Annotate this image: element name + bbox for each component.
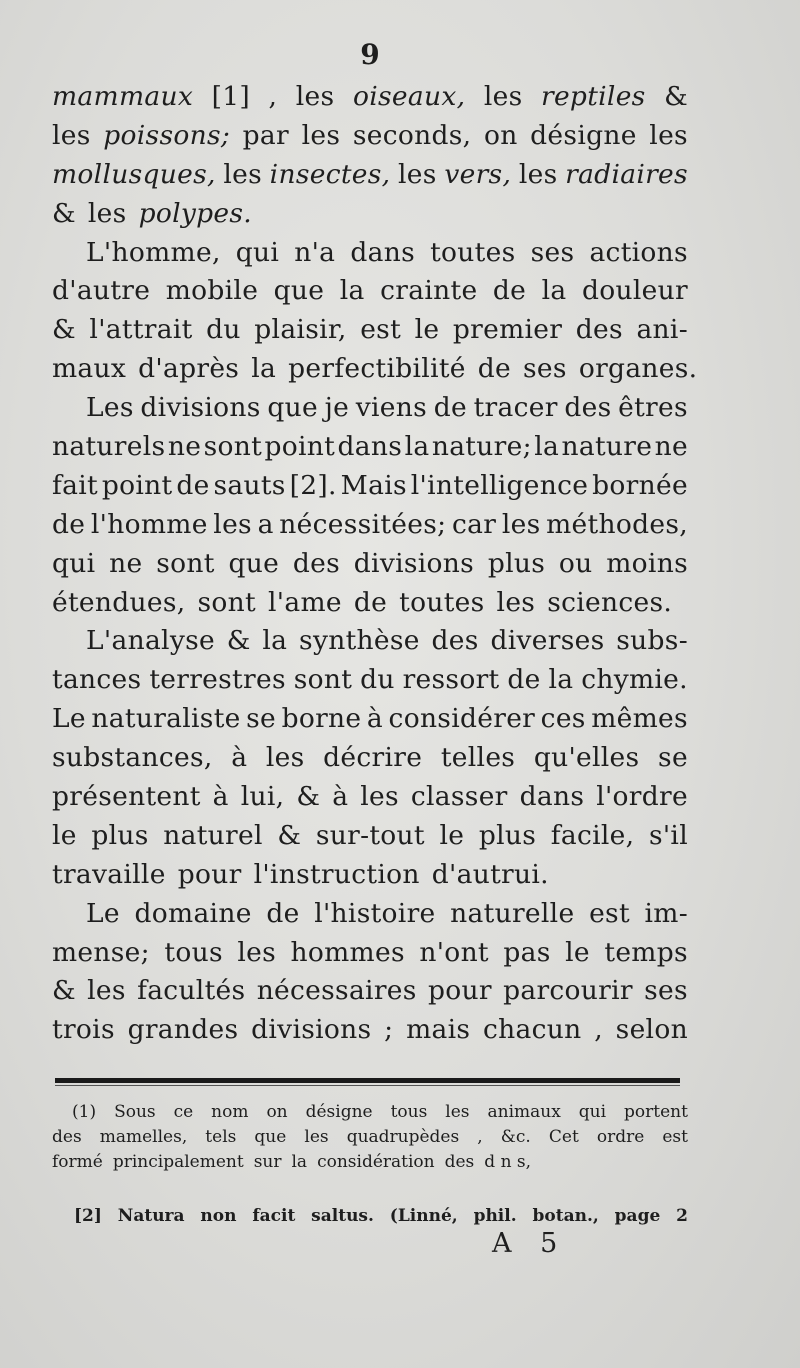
signature-mark: A 5 xyxy=(492,1228,568,1259)
word: sont xyxy=(203,431,263,463)
word: ; xyxy=(384,1014,394,1046)
word: organes. xyxy=(578,353,698,385)
word: méthodes, xyxy=(546,508,688,540)
word: les xyxy=(87,975,126,1007)
word: étendues, xyxy=(52,586,186,618)
word: tous xyxy=(164,936,223,968)
word: ne xyxy=(109,547,143,579)
text-line xyxy=(52,467,688,506)
word: ce xyxy=(173,1102,194,1122)
word: les xyxy=(52,119,91,151)
word: & xyxy=(277,819,302,851)
word: à xyxy=(366,703,384,735)
word: de xyxy=(507,664,541,696)
word: désigne xyxy=(305,1102,373,1122)
word: les xyxy=(304,1127,329,1147)
word: que xyxy=(228,547,280,579)
word: hommes xyxy=(290,936,405,968)
word: principalement xyxy=(112,1152,244,1172)
word: botan., xyxy=(532,1206,599,1226)
word: mollusques, xyxy=(52,158,216,190)
word: facultés xyxy=(137,975,246,1007)
word: im- xyxy=(644,897,688,929)
word: n'a xyxy=(294,236,336,268)
word: naturels xyxy=(52,431,166,463)
text-line xyxy=(52,972,688,1011)
word: , xyxy=(594,1014,603,1046)
word: Cet xyxy=(548,1127,579,1147)
word: à xyxy=(332,781,349,813)
word: & xyxy=(52,975,76,1007)
word: domaine xyxy=(134,897,252,929)
word: lui, xyxy=(240,781,285,813)
word: que xyxy=(273,275,325,307)
word: les xyxy=(223,158,263,190)
word: les xyxy=(483,81,523,112)
word: la xyxy=(291,1152,308,1172)
word: Sous xyxy=(114,1102,156,1122)
word: qui xyxy=(578,1102,607,1122)
word: non xyxy=(200,1206,237,1226)
word: la xyxy=(339,275,365,307)
text-line xyxy=(52,545,688,584)
word: nature; xyxy=(431,431,532,463)
text-line xyxy=(52,661,688,700)
word: que xyxy=(254,1127,287,1147)
word: [1] xyxy=(211,81,251,112)
word: oiseaux, xyxy=(352,81,466,112)
word: le xyxy=(414,314,440,346)
word: divisions xyxy=(251,1014,372,1046)
word: radiaires xyxy=(565,158,688,190)
word: saltus. xyxy=(311,1206,374,1226)
word: portent xyxy=(624,1102,688,1122)
word: fait xyxy=(52,469,98,501)
word: qu'elles xyxy=(533,742,640,774)
word: toutes xyxy=(399,586,485,618)
text-line xyxy=(52,895,688,934)
word: temps xyxy=(604,936,688,968)
word: plus xyxy=(487,547,546,579)
word: substances, xyxy=(52,742,213,774)
word: chymie. xyxy=(581,664,688,696)
word: les xyxy=(295,81,335,112)
footnote-1 xyxy=(52,1100,688,1175)
word: viens xyxy=(355,392,428,424)
word: des xyxy=(431,625,479,657)
word: trois xyxy=(52,1014,115,1046)
word: diverses xyxy=(490,625,605,657)
word: qui xyxy=(235,236,280,268)
word: [2] xyxy=(74,1206,102,1226)
word: divisions xyxy=(140,392,261,424)
word: à xyxy=(231,742,248,774)
word: que xyxy=(267,392,318,424)
word: les xyxy=(213,508,252,540)
word: , xyxy=(268,81,278,112)
word: toutes xyxy=(430,236,516,268)
word: vers, xyxy=(444,158,512,190)
word: chacun xyxy=(483,1014,582,1046)
word: car xyxy=(452,508,497,540)
word: tels xyxy=(205,1127,237,1147)
word: par xyxy=(242,119,290,151)
word: sont xyxy=(293,664,353,696)
word: du xyxy=(206,314,241,346)
word: les xyxy=(265,742,305,774)
word: sur xyxy=(253,1152,282,1172)
word: sont xyxy=(197,586,257,618)
word: dans xyxy=(337,431,403,463)
word: Le xyxy=(86,897,120,929)
word: page xyxy=(614,1206,661,1226)
word: bornée xyxy=(592,469,688,501)
word: de xyxy=(477,353,512,385)
word: ressort xyxy=(402,664,500,696)
word: Mais xyxy=(340,469,407,501)
word: mêmes xyxy=(591,703,688,735)
word: mobile xyxy=(165,275,259,307)
word: (Linné, xyxy=(389,1206,458,1226)
word: sauts xyxy=(213,469,286,501)
word: perfectibilité xyxy=(288,353,466,385)
word: des xyxy=(52,1127,82,1147)
word: point xyxy=(264,431,336,463)
word: travaille xyxy=(52,858,166,890)
word: ses xyxy=(523,353,567,385)
word: phil. xyxy=(473,1206,517,1226)
word: sur-tout xyxy=(315,819,425,851)
word: à xyxy=(212,781,229,813)
word: naturaliste xyxy=(91,703,241,735)
word: est xyxy=(360,314,402,346)
word: mense; xyxy=(52,936,150,968)
word: considération xyxy=(317,1152,435,1172)
word: pour xyxy=(427,975,492,1007)
text-line xyxy=(52,350,698,389)
word: tances xyxy=(52,664,142,696)
word: le xyxy=(439,819,465,851)
text-line xyxy=(52,389,688,428)
word: douleur xyxy=(582,275,688,307)
word: s'il xyxy=(648,819,688,851)
word: ordre xyxy=(596,1127,645,1147)
text-line xyxy=(52,934,688,973)
word: plus xyxy=(91,819,149,851)
footnote-line xyxy=(52,1100,688,1125)
word: maux xyxy=(52,353,127,385)
word: selon xyxy=(615,1014,688,1046)
word: de xyxy=(266,897,300,929)
word: l'histoire xyxy=(314,897,436,929)
word: plus xyxy=(478,819,537,851)
word: décrire xyxy=(323,742,423,774)
word: mamelles, xyxy=(99,1127,188,1147)
word: reptiles xyxy=(540,81,646,112)
word: actions xyxy=(589,236,688,268)
word: plaisir, xyxy=(254,314,347,346)
word: les xyxy=(501,508,541,540)
word: poissons; xyxy=(103,119,231,151)
text-line xyxy=(52,234,688,273)
word: de xyxy=(433,392,467,424)
word: , xyxy=(477,1127,483,1147)
text-line xyxy=(52,117,688,156)
word: parcourir xyxy=(503,975,633,1007)
word: nom xyxy=(211,1102,249,1122)
word: l'homme xyxy=(90,508,208,540)
footnote-line xyxy=(52,1125,688,1150)
word: borne xyxy=(281,703,362,735)
word: les xyxy=(301,119,341,151)
text-line xyxy=(52,817,688,856)
word: seconds, xyxy=(352,119,472,151)
word: quadrupèdes xyxy=(346,1127,460,1147)
word: [2]. xyxy=(289,469,337,501)
text-line xyxy=(52,739,688,778)
word: premier xyxy=(452,314,563,346)
word: dans xyxy=(350,236,416,268)
word: de xyxy=(52,508,86,540)
word: l'attrait xyxy=(89,314,193,346)
word: ces xyxy=(540,703,586,735)
word: nature xyxy=(561,431,653,463)
word: & xyxy=(52,197,76,229)
word: présentent xyxy=(52,781,201,813)
word: les xyxy=(496,586,536,618)
word: ses xyxy=(644,975,688,1007)
text-line xyxy=(52,195,688,234)
word: grandes xyxy=(127,1014,239,1046)
text-line xyxy=(52,272,688,311)
text-line xyxy=(52,311,688,350)
word: les xyxy=(237,936,277,968)
word: insectes, xyxy=(269,158,391,190)
word: des xyxy=(575,314,623,346)
word: ne xyxy=(654,431,688,463)
word: se xyxy=(246,703,277,735)
text-line xyxy=(52,700,688,739)
word: on xyxy=(483,119,518,151)
word: & xyxy=(52,314,76,346)
word: l'instruction xyxy=(253,858,420,890)
word: des xyxy=(444,1152,475,1172)
word: point xyxy=(101,469,173,501)
word: Le xyxy=(52,703,86,735)
text-line xyxy=(52,506,688,545)
word: (1) xyxy=(72,1102,97,1122)
word: pas xyxy=(503,936,551,968)
word: est xyxy=(589,897,630,929)
word: les xyxy=(398,158,437,190)
text-line xyxy=(52,428,688,467)
word: le xyxy=(52,819,77,851)
word: synthèse xyxy=(299,625,420,657)
word: L'homme, xyxy=(86,236,221,268)
word: les xyxy=(649,119,688,151)
word: de xyxy=(492,275,527,307)
word: je xyxy=(324,392,350,424)
text-line xyxy=(52,584,688,623)
word: formé xyxy=(52,1152,103,1172)
footnote-2 xyxy=(74,1206,688,1226)
word: mammaux xyxy=(52,81,194,112)
word: Les xyxy=(86,392,134,424)
text-line xyxy=(52,1011,688,1050)
word: dans xyxy=(519,781,585,813)
word: désigne xyxy=(530,119,637,151)
word: moins xyxy=(606,547,688,579)
word: crainte xyxy=(380,275,478,307)
word: la xyxy=(251,353,277,385)
word: d'après xyxy=(138,353,240,385)
word: tracer xyxy=(473,392,558,424)
word: la xyxy=(404,431,430,463)
footnote-rule xyxy=(55,1078,680,1083)
word: de xyxy=(176,469,210,501)
word: nécessitées; xyxy=(279,508,447,540)
word: 2 xyxy=(676,1206,688,1226)
word: les xyxy=(518,158,558,190)
word: a xyxy=(257,508,274,540)
word: la xyxy=(541,275,567,307)
word: la xyxy=(262,625,288,657)
word: n'ont xyxy=(419,936,489,968)
word: les xyxy=(87,197,127,229)
text-line xyxy=(52,778,688,817)
word: subs- xyxy=(616,625,688,657)
word: naturel xyxy=(163,819,263,851)
word: divisions xyxy=(353,547,475,579)
word: ne xyxy=(167,431,202,463)
word: le xyxy=(565,936,590,968)
text-line xyxy=(52,622,688,661)
word: &c. xyxy=(500,1127,531,1147)
text-line xyxy=(52,856,688,895)
page-number: 9 xyxy=(360,38,380,71)
word: & xyxy=(664,81,688,112)
word: on xyxy=(266,1102,288,1122)
word: terrestres xyxy=(149,664,286,696)
word: tous xyxy=(390,1102,428,1122)
word: considérer xyxy=(388,703,536,735)
word: l'ordre xyxy=(596,781,688,813)
body-text xyxy=(52,78,698,1050)
word: du xyxy=(360,664,395,696)
word: classer xyxy=(410,781,508,813)
word: & xyxy=(226,625,251,657)
word: facit xyxy=(252,1206,296,1226)
word: des xyxy=(292,547,341,579)
word: sont xyxy=(156,547,215,579)
word: ou xyxy=(558,547,593,579)
word: L'analyse xyxy=(86,625,215,657)
word: polypes. xyxy=(138,197,252,229)
word: l'ame xyxy=(268,586,342,618)
word: se xyxy=(658,742,688,774)
word: des xyxy=(564,392,612,424)
word: d n s, xyxy=(484,1152,532,1172)
word: d'autrui. xyxy=(431,858,549,890)
footnote-line xyxy=(52,1150,688,1175)
word: êtres xyxy=(618,392,688,424)
word: facile, xyxy=(550,819,635,851)
word: & xyxy=(296,781,321,813)
word: pour xyxy=(177,858,242,890)
word: Natura xyxy=(117,1206,185,1226)
word: sciences. xyxy=(547,586,673,618)
word: d'autre xyxy=(52,275,151,307)
word: de xyxy=(353,586,388,618)
word: la xyxy=(548,664,574,696)
word: les xyxy=(360,781,399,813)
word: naturelle xyxy=(450,897,575,929)
word: nécessaires xyxy=(256,975,417,1007)
word: les xyxy=(445,1102,470,1122)
text-line xyxy=(52,156,688,195)
word: telles xyxy=(440,742,516,774)
word: la xyxy=(534,431,560,463)
word: l'intelligence xyxy=(410,469,589,501)
footnote-rule-thin xyxy=(55,1085,680,1086)
word: mais xyxy=(406,1014,471,1046)
word: ses xyxy=(530,236,575,268)
text-line xyxy=(52,78,688,117)
word: qui xyxy=(52,547,96,579)
word: est xyxy=(662,1127,688,1147)
word: ani- xyxy=(636,314,688,346)
word: animaux xyxy=(487,1102,561,1122)
